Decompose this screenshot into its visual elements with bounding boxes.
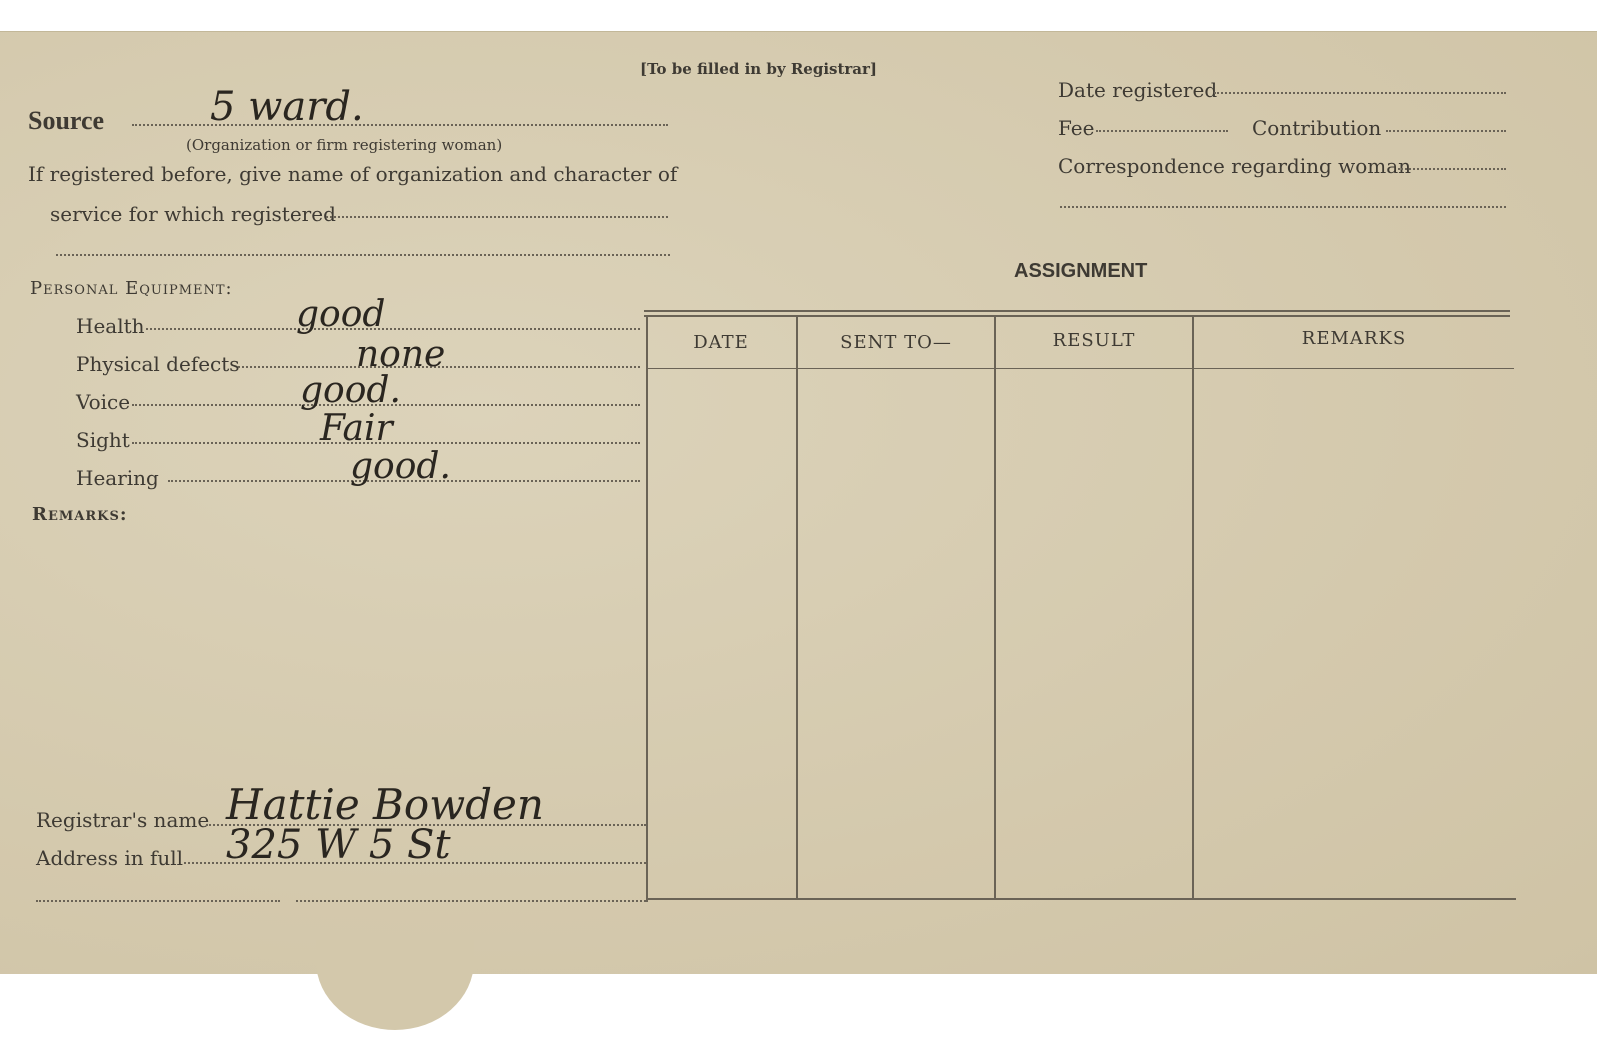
source-label: Source <box>28 106 105 135</box>
column-header-remarks: REMARKS <box>1301 328 1407 349</box>
sight-value: Fair <box>320 408 393 449</box>
date-registered-label: Date registered <box>1058 78 1218 102</box>
table-top-rule <box>644 310 1510 312</box>
physical-defects-value: none <box>356 334 446 375</box>
health-line <box>146 328 640 330</box>
physical-defects-label: Physical defects <box>76 352 240 376</box>
column-header-result: RESULT <box>1052 330 1136 351</box>
address-line-3 <box>296 900 646 902</box>
table-col-divider <box>994 316 996 900</box>
fee-line <box>1096 130 1228 132</box>
correspondence-line-2 <box>1060 206 1506 208</box>
sight-label: Sight <box>76 428 130 452</box>
fee-label: Fee <box>1058 116 1095 140</box>
registrar-name-label: Registrar's name <box>36 808 210 832</box>
correspondence-label: Correspondence regarding woman <box>1058 154 1412 178</box>
registered-before-field-2 <box>56 254 670 256</box>
assignment-title: ASSIGNMENT <box>1014 260 1148 282</box>
table-col-divider <box>796 316 798 900</box>
table-header-rule <box>646 368 1514 369</box>
registered-before-line1: If registered before, give name of organization and character of <box>28 162 678 186</box>
card-tab <box>316 940 474 1030</box>
hearing-value: good. <box>350 446 451 487</box>
voice-label: Voice <box>76 390 131 414</box>
contribution-label: Contribution <box>1252 116 1382 140</box>
remarks-label: Remarks: <box>32 504 128 525</box>
correspondence-line <box>1398 168 1506 170</box>
registrar-name-value: Hattie Bowden <box>226 780 544 829</box>
table-col-divider <box>646 316 648 902</box>
voice-value: good. <box>300 370 401 411</box>
contribution-line <box>1386 130 1506 132</box>
table-col-divider <box>1192 316 1194 900</box>
source-value: 5 ward. <box>210 84 364 130</box>
date-registered-line <box>1214 92 1506 94</box>
column-header-sent-to: SENT TO— <box>840 332 952 353</box>
table-top-rule-2 <box>644 315 1510 317</box>
address-value: 325 W 5 St <box>226 822 451 868</box>
health-value: good <box>296 294 386 335</box>
header-note: [To be filled in by Registrar] <box>640 60 878 78</box>
hearing-label: Hearing <box>76 466 159 490</box>
table-bottom-rule <box>646 898 1516 900</box>
health-label: Health <box>76 314 145 338</box>
registered-before-line2: service for which registered <box>50 202 336 226</box>
personal-equipment-heading: Personal Equipment: <box>30 278 233 299</box>
column-header-date: DATE <box>693 332 749 353</box>
source-caption: (Organization or firm registering woman) <box>186 136 503 154</box>
registered-before-field <box>326 216 668 218</box>
address-line-2 <box>36 900 280 902</box>
address-label: Address in full <box>36 846 184 870</box>
